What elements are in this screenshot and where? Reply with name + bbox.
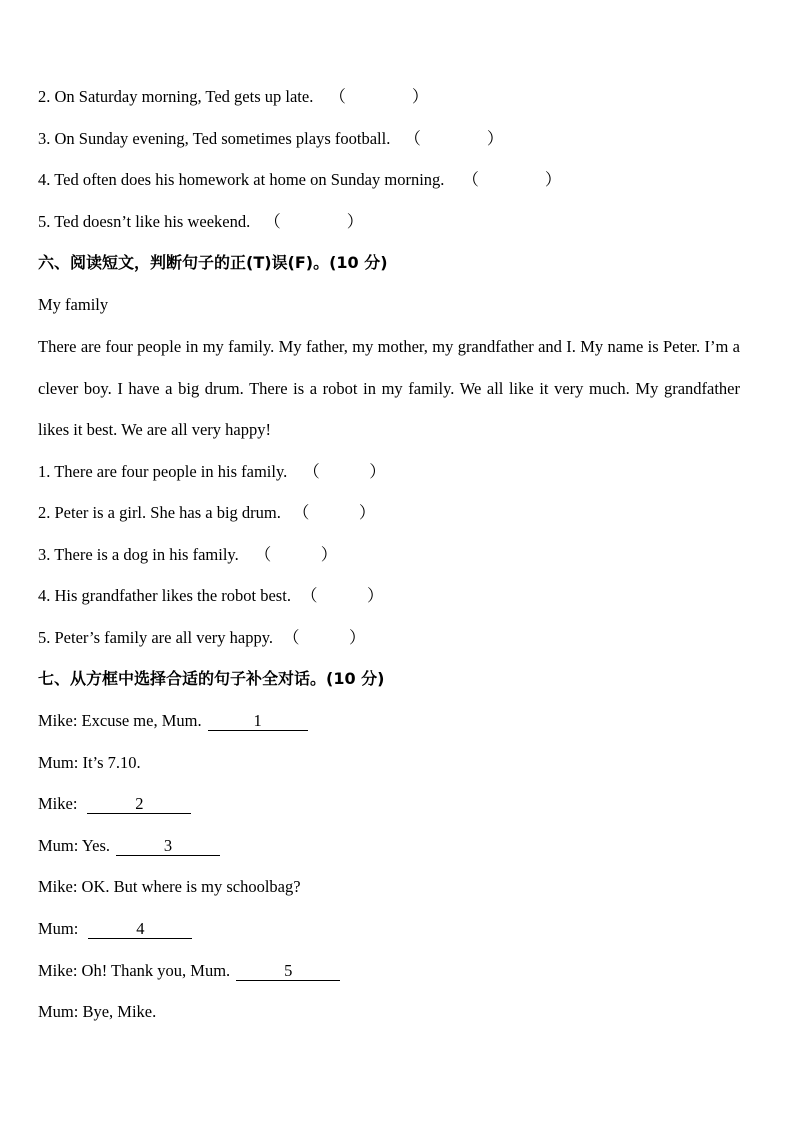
- answer-parentheses: （ ）: [300, 586, 384, 605]
- question-item: [38, 585, 383, 607]
- dialogue-line: [38, 1001, 156, 1023]
- reading-passage: There are four people in my family. My father, my mother, my grandfather and I. My name is Peter. I’m a clever boy. I have a big drum. There is a robot in my family. We all like it very much. My grandfather likes it best. We are all very happy!: [38, 337, 740, 439]
- dialogue-line: [38, 752, 141, 774]
- question-item: [38, 128, 503, 150]
- question-text: 4. Ted often does his homework at home on Sunday morning.: [38, 170, 445, 189]
- passage-title: My family: [38, 295, 109, 314]
- dialogue-line: [38, 876, 301, 898]
- answer-parentheses: （ ）: [254, 545, 338, 564]
- dialogue-text: Mike:: [38, 794, 78, 813]
- question-item: [38, 461, 386, 483]
- answer-parentheses: （ ）: [264, 212, 364, 231]
- question-item: [38, 502, 375, 524]
- dialogue-text: Mike: OK. But where is my schoolbag?: [38, 877, 301, 896]
- answer-parentheses: （ ）: [462, 170, 562, 189]
- fill-in-blank[interactable]: 1: [208, 712, 308, 731]
- dialogue-line: [38, 710, 308, 732]
- question-text: 3. On Sunday evening, Ted sometimes plays football.: [38, 129, 391, 148]
- dialogue-text: Mum: Bye, Mike.: [38, 1002, 157, 1021]
- question-text: 5. Ted doesn’t like his weekend.: [38, 212, 251, 231]
- question-text: 1. There are four people in his family.: [38, 462, 288, 481]
- answer-parentheses: （ ）: [303, 462, 386, 481]
- fill-in-blank[interactable]: 2: [87, 795, 191, 814]
- dialogue-text: Mike: Oh! Thank you, Mum.: [38, 961, 231, 980]
- dialogue-line: [38, 793, 191, 815]
- section-heading: 六、阅读短文，判断句子的正(T)误(F)。(10 分): [38, 253, 388, 272]
- dialogue-text: Mum: It’s 7.10.: [38, 753, 141, 772]
- dialogue-line: [38, 835, 220, 857]
- dialogue-text: Mum:: [38, 919, 79, 938]
- question-item: [38, 627, 366, 649]
- fill-in-blank[interactable]: 4: [88, 920, 192, 939]
- dialogue-text: Mum: Yes.: [38, 836, 110, 855]
- answer-parentheses: （ ）: [292, 503, 376, 522]
- question-text: 2. Peter is a girl. She has a big drum.: [38, 503, 281, 522]
- question-item: [38, 86, 428, 108]
- dialogue-line: [38, 918, 192, 940]
- question-text: 4. His grandfather likes the robot best.: [38, 586, 291, 605]
- answer-parentheses: （ ）: [283, 628, 366, 647]
- section-heading: 七、从方框中选择合适的句子补全对话。(10 分): [38, 669, 385, 688]
- dialogue-line: [38, 960, 340, 982]
- answer-parentheses: （ ）: [329, 87, 429, 106]
- question-text: 5. Peter’s family are all very happy.: [38, 628, 274, 647]
- question-item: [38, 544, 337, 566]
- question-text: 2. On Saturday morning, Ted gets up late.: [38, 87, 314, 106]
- dialogue-text: Mike: Excuse me, Mum.: [38, 711, 202, 730]
- question-item: [38, 169, 561, 191]
- fill-in-blank[interactable]: 5: [236, 962, 340, 981]
- question-item: [38, 211, 363, 233]
- question-text: 3. There is a dog in his family.: [38, 545, 239, 564]
- fill-in-blank[interactable]: 3: [116, 837, 220, 856]
- answer-parentheses: （ ）: [404, 129, 504, 148]
